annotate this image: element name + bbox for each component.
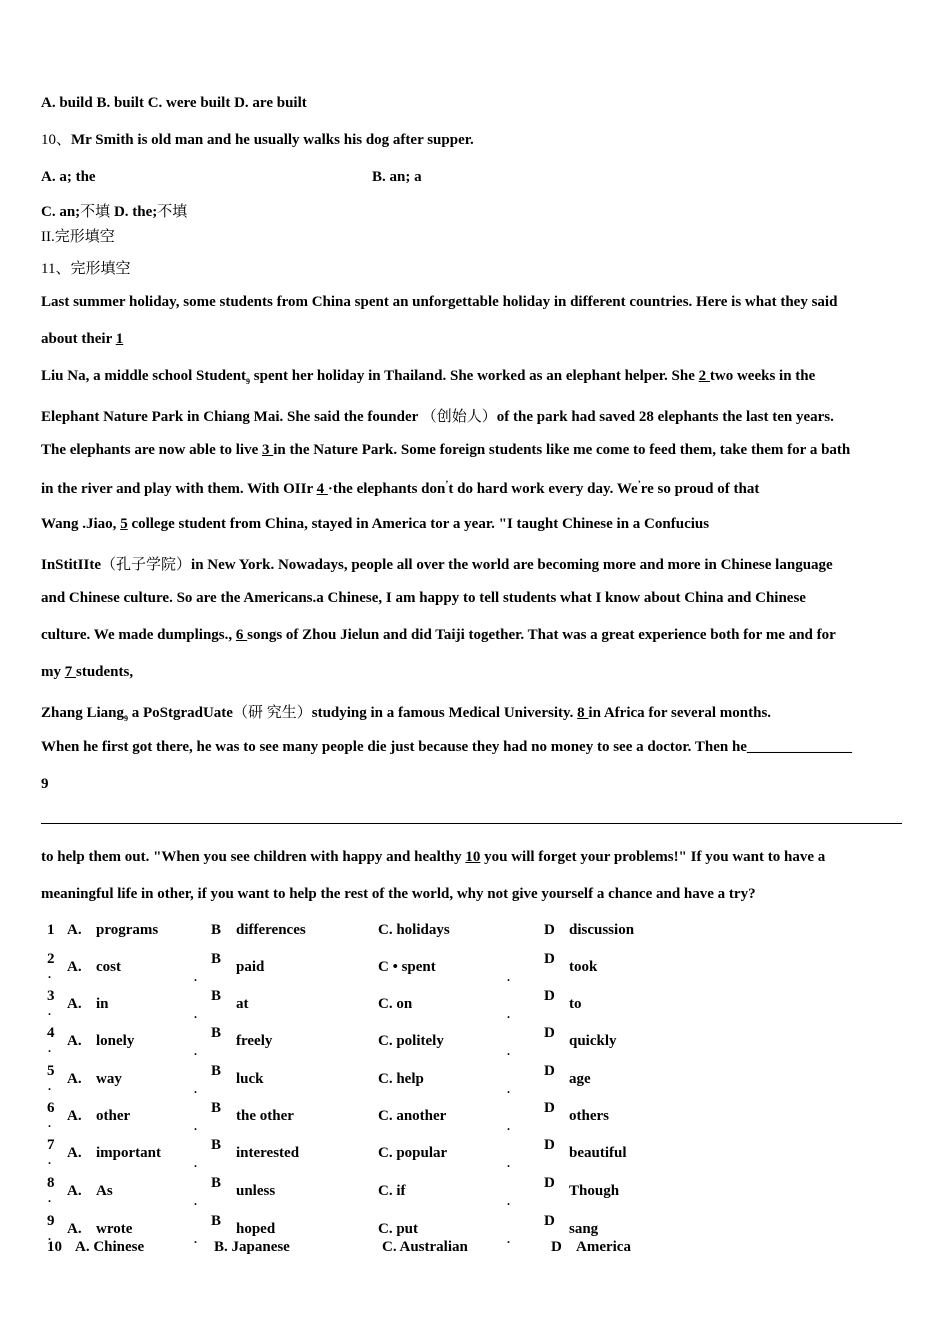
option-d: took — [569, 959, 598, 975]
option-a: in — [96, 996, 109, 1012]
option-c: C. help — [378, 1071, 424, 1087]
section-title: II.完形填空 — [41, 229, 115, 245]
option-dot: . — [48, 1041, 51, 1055]
q9-options: A. build B. built C. were built D. are built — [41, 95, 307, 111]
blank-1: 1 — [115, 331, 124, 347]
option-dot: . — [194, 1082, 197, 1096]
blank-6: 6 — [235, 627, 248, 643]
question-10 — [41, 128, 474, 149]
option-dot: . — [194, 1044, 197, 1058]
options-c-d: C. an;不填 D. the;不填 — [41, 204, 188, 220]
option-a: wrote — [96, 1221, 133, 1237]
question-stem: Mr Smith is old man and he usually walks his dog after supper. — [71, 132, 474, 148]
option-label-b: B — [211, 1025, 222, 1041]
option-b: hoped — [236, 1221, 276, 1237]
option-label-b: B — [211, 988, 222, 1004]
passage-line: culture. We made dumplings., 6 songs of Zhou Jielun and did Taiji together. That was a great experience both for me and for — [41, 627, 836, 643]
passage-line: to help them out. "When you see children with happy and healthy 10 you will forget your problems!" If you want to have a — [41, 849, 826, 865]
option-label-d: D — [544, 1063, 555, 1079]
option-d: to — [569, 996, 582, 1012]
passage-line: meaningful life in other, if you want to help the rest of the world, why not give yourself a chance and have a try? — [41, 886, 756, 902]
option-number: 5 — [47, 1063, 55, 1079]
option-b: freely — [236, 1033, 273, 1049]
blank-7: 7 — [64, 664, 76, 680]
option-b: interested — [236, 1145, 300, 1161]
option-dot: . — [507, 1232, 510, 1246]
option-b: paid — [236, 959, 265, 975]
option-label-a: A. — [67, 1183, 82, 1199]
blank-10: 10 — [465, 849, 481, 865]
option-label-b: B — [211, 1100, 222, 1116]
option-dot: . — [194, 970, 197, 984]
option-label-b: B — [211, 1063, 222, 1079]
passage-line: about their 1 — [41, 331, 124, 347]
option-d: beautiful — [569, 1145, 627, 1161]
option-dot: . — [507, 1156, 510, 1170]
option-b: at — [236, 996, 249, 1012]
option-c: C • spent — [378, 959, 436, 975]
option-label-d: D — [544, 1213, 555, 1229]
option-label-a: A. — [67, 1108, 82, 1124]
option-label-a: A. — [67, 1071, 82, 1087]
option-label-a: A. — [67, 922, 82, 938]
passage-line: Wang .Jiao, 5 college student from China, stayed in America tor a year. "I taught Chinese in a Confucius — [41, 516, 710, 532]
passage-line: and Chinese culture. So are the Americans.a Chinese, I am happy to tell students what I know about China and Chinese — [41, 590, 806, 606]
passage-line: Elephant Nature Park in Chiang Mai. She said the founder （创始人）of the park had saved 28 elephants the last ten years. — [41, 409, 834, 425]
option-c: C. on — [378, 996, 413, 1012]
option-label-d: D — [544, 951, 555, 967]
option-d: others — [569, 1108, 609, 1124]
option-a: other — [96, 1108, 131, 1124]
option-number: 9 — [47, 1213, 55, 1229]
option-d: age — [569, 1071, 591, 1087]
blank-4: 4 — [316, 481, 328, 497]
option-b: differences — [236, 922, 306, 938]
option-label-d: D — [544, 1137, 555, 1153]
option-c: C. another — [378, 1108, 447, 1124]
option-a: A. a; the — [41, 169, 96, 185]
option-label-a: A. — [67, 1145, 82, 1161]
option-a: cost — [96, 959, 121, 975]
option-number: 8 — [47, 1175, 55, 1191]
option-label-b: B — [211, 951, 222, 967]
option-label-d: D — [544, 1175, 555, 1191]
option-label-a: A. — [67, 959, 82, 975]
option-label-b: B — [211, 922, 222, 938]
blank-9: 9 — [41, 776, 49, 792]
option-label-a: A. — [67, 1221, 82, 1237]
option-label-a: A. — [67, 996, 82, 1012]
option-dot: . — [48, 1191, 51, 1205]
option-dot: . — [48, 1079, 51, 1093]
option-b: B. an; a — [372, 169, 422, 185]
option-label-b: B — [211, 1137, 222, 1153]
option-label-d: D — [544, 922, 555, 938]
passage-line: my 7 students, — [41, 664, 134, 680]
option-label-b: B — [211, 1213, 222, 1229]
option-number: 4 — [47, 1025, 55, 1041]
blank-3: 3 — [261, 442, 274, 458]
passage-line: in the river and play with them. With OIIr 4 ·the elephants don$^ʼ$t do hard work every day. $We^ʼre$ so proud of that — [41, 479, 760, 497]
option-label-d: D — [544, 1025, 555, 1041]
option-dot: . — [507, 970, 510, 984]
option-c: C. popular — [378, 1145, 448, 1161]
option-d: discussion — [569, 922, 635, 938]
option-d: sang — [569, 1221, 599, 1237]
passage-line: Liu Na, a middle school Student$_9$ spent her holiday in Thailand. She worked as an elephant helper. She 2 two weeks in the — [41, 368, 816, 386]
option-dot: . — [48, 967, 51, 981]
option-number: 1 — [47, 922, 55, 938]
passage-line: When he first got there, he was to see many people die just because they had no money to see a doctor. Then he______________ — [41, 739, 852, 755]
option-dot: . — [48, 1116, 51, 1130]
option-dot: . — [194, 1194, 197, 1208]
blank-8: 8 — [577, 705, 589, 721]
option-dot: . — [48, 1004, 51, 1018]
option-dot: . — [194, 1232, 197, 1246]
option-a: programs — [96, 922, 159, 938]
answer-line — [41, 823, 902, 824]
option-number: 2 — [47, 951, 55, 967]
passage-line: The elephants are now able to live 3 in the Nature Park. Some foreign students like me come to feed them, take them for a bath — [41, 442, 851, 458]
option-c: C. put — [378, 1221, 419, 1237]
option-dot: . — [194, 1119, 197, 1133]
option-a: important — [96, 1145, 161, 1161]
option-number: 7 — [47, 1137, 55, 1153]
option-dot: . — [507, 1044, 510, 1058]
option-b: unless — [236, 1183, 276, 1199]
option-a: lonely — [96, 1033, 135, 1049]
passage-line: Zhang Liang$_9$ a PoStgradUate（研 究生）studying in a famous Medical University. 8 in Africa for several months. — [41, 705, 772, 723]
option-dot: . — [48, 1153, 51, 1167]
option-a: As — [96, 1183, 113, 1199]
option-dot: . — [507, 1007, 510, 1021]
question-11-title: 11、完形填空 — [41, 261, 131, 277]
option-label-d: D — [544, 988, 555, 1004]
option-label-a: A. — [67, 1033, 82, 1049]
option-b: the other — [236, 1108, 294, 1124]
option-label-b: B — [211, 1175, 222, 1191]
option-c: C. politely — [378, 1033, 444, 1049]
option-label-d: D — [544, 1100, 555, 1116]
option-b: luck — [236, 1071, 264, 1087]
option-d: quickly — [569, 1033, 617, 1049]
option-a: way — [96, 1071, 122, 1087]
passage-line: Last summer holiday, some students from China spent an unforgettable holiday in different countries. Here is what they said — [41, 294, 838, 310]
option-c: C. holidays — [378, 922, 450, 938]
option-c: C. if — [378, 1183, 406, 1199]
option-number: 3 — [47, 988, 55, 1004]
passage-line: InStitIIte（孔子学院）in New York. Nowadays, people all over the world are becoming more and more in Chinese language — [41, 557, 833, 573]
option-dot: . — [507, 1119, 510, 1133]
option-dot: . — [507, 1082, 510, 1096]
option-dot: . — [507, 1194, 510, 1208]
option-dot: . — [194, 1156, 197, 1170]
blank-5: 5 — [120, 516, 128, 532]
blank-2: 2 — [698, 368, 710, 384]
option-dot: . — [48, 1229, 51, 1243]
option-d: Though — [569, 1183, 620, 1199]
question-number: 10、 — [41, 132, 72, 148]
option-number: 6 — [47, 1100, 55, 1116]
option-dot: . — [194, 1007, 197, 1021]
